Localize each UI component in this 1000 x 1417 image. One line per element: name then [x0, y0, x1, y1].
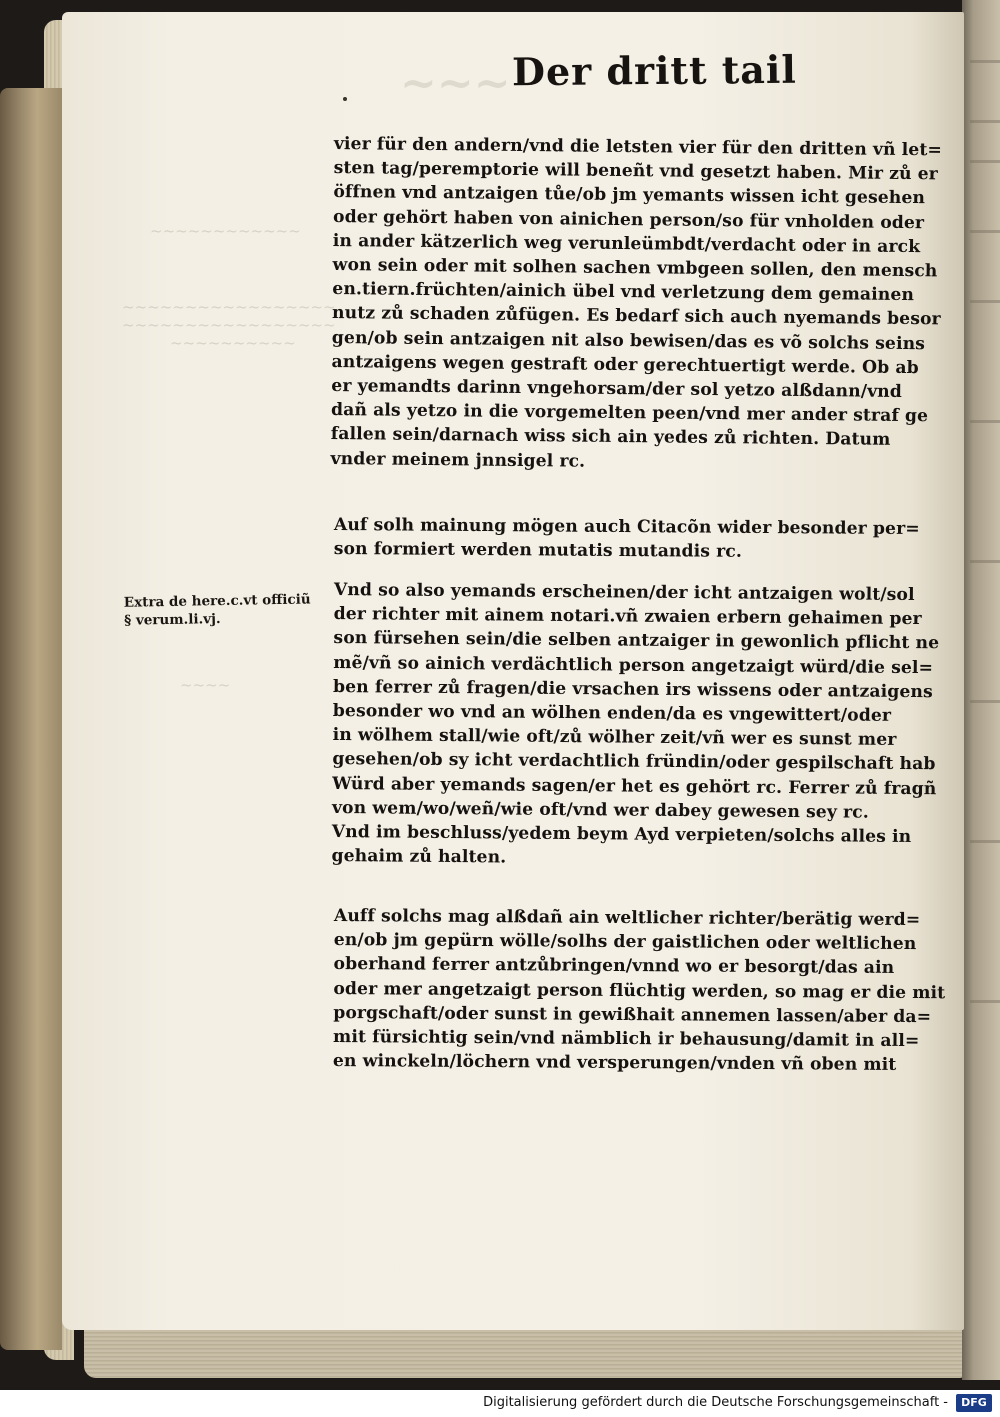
- text-line: öffnen vnd antzaigen tůe/ob jm yemants wissen icht gesehen: [333, 182, 926, 209]
- show-through-mark: ~~~~~~~~~~~~~~~~~: [122, 316, 336, 334]
- show-through-heading: ~~~: [400, 58, 511, 109]
- book-cover-edge: [0, 88, 62, 1350]
- text-line: en.tiern.früchten/ainich übel vnd verletzung dem gemainen: [332, 279, 915, 306]
- text-line: Auf solh mainung mögen auch Citacõn wider besonder per=: [333, 514, 920, 540]
- text-line: von wem/wo/weñ/wie oft/vnd wer dabey gewesen sey rc.: [331, 797, 869, 823]
- text-line: gen/ob sein antzaigen nit also bewisen/das es võ solchs seins: [331, 327, 926, 354]
- marginal-note-line: § verum.li.vj.: [124, 611, 221, 629]
- text-line: er yemandts darinn vngehorsam/der sol yetzo alßdann/vnd: [331, 376, 903, 402]
- text-line: mẽ/vñ so ainich verdächtlich person angetzaigt würd/die sel=: [333, 652, 934, 678]
- text-line: ben ferrer zů fragen/die vrsachen irs wissens oder antzaigens: [332, 676, 933, 703]
- ink-dot: [343, 97, 347, 101]
- funding-credit: Digitalisierung gefördert durch die Deutsche Forschungsgemeinschaft -: [483, 1395, 948, 1410]
- text-line: in wölhem stall/wie oft/zů wölher zeit/vñ wer es sunst mer: [332, 725, 897, 751]
- show-through-mark: ~~~~: [180, 676, 231, 694]
- text-line: vier für den andern/vnd die letsten vier für den dritten vñ let=: [333, 133, 943, 161]
- text-line: nutz zů schaden zůfügen. Es bedarf sich auch nyemands besor: [331, 303, 941, 330]
- running-head: Der dritt tail: [511, 46, 797, 95]
- text-line: sten tag/peremptorie will beneñt vnd gesetzt haben. Mir zů er: [333, 158, 938, 185]
- marginal-note: [124, 590, 325, 629]
- text-line: fallen sein/darnach wiss sich ain yedes zů richten. Datum: [330, 424, 891, 451]
- text-line: porgschaft/oder sunst in gewißhait annemen lassen/aber da=: [333, 1002, 932, 1027]
- text-line: Vnd im beschluss/yedem beym Ayd verpieten/solchs alles in: [331, 822, 912, 848]
- text-line: son fürsehen sein/die selben antzaiger in gewonlich pflicht ne: [333, 628, 940, 654]
- text-line: en/ob jm gepürn wölle/solhs der gaistlichen oder weltlichen: [333, 930, 917, 955]
- show-through-mark: ~~~~~~~~~~: [170, 334, 296, 352]
- text-line: besonder wo vnd an wölhen enden/da es vngewittert/oder: [332, 701, 892, 726]
- text-line: vnder meinem jnnsigel rc.: [330, 448, 586, 472]
- paragraph-1: [330, 132, 943, 477]
- text-line: oberhand ferrer antzůbringen/vnnd wo er besorgt/das ain: [333, 954, 895, 979]
- text-line: Auff solchs mag alßdañ ain weltlicher richter/berätig werd=: [333, 905, 921, 931]
- text-line: in ander kätzerlich weg verunleümbdt/verdacht oder in arck: [332, 230, 921, 257]
- text-line: der richter mit ainem notari.vñ zwaien erbern gehaimen per: [333, 604, 922, 630]
- text-line: en winckeln/löchern vnd versperungen/vnden vñ oben mit: [332, 1051, 897, 1076]
- paragraph-2: [334, 513, 934, 566]
- text-line: gehaim zů halten.: [331, 846, 507, 868]
- show-through-mark: ~~~~~~~~~~~~: [150, 222, 301, 240]
- text-line: Würd aber yemands sagen/er het es gehört rc. Ferrer zů fragñ: [332, 773, 937, 799]
- text-line: Vnd so also yemands erscheinen/der icht antzaigen wolt/sol: [333, 579, 915, 606]
- text-line: oder gehört haben von ainichen person/so für vnholden oder: [333, 206, 925, 233]
- paragraph-4: [332, 904, 946, 1078]
- marginal-note-line: Extra de here.c.vt officiũ: [123, 591, 311, 611]
- paragraph-3: [331, 578, 940, 874]
- text-line: won sein oder mit solhen sachen vmbgeen sollen, den mensch: [332, 255, 938, 282]
- text-line: antzaigens wegen gestraft oder gerechtuertigt werde. Ob ab: [331, 351, 919, 378]
- text-line: gesehen/ob sy icht verdachtlich fründin/oder gespilschaft hab: [332, 749, 936, 775]
- dfg-logo: DFG: [956, 1394, 992, 1412]
- text-line: son formiert werden mutatis mutandis rc.: [333, 539, 743, 563]
- facing-page-edge: [962, 0, 1000, 1380]
- text-line: dañ als yetzo in die vorgemelten peen/vnd mer ander straf ge: [330, 400, 929, 427]
- text-line: oder mer angetzaigt person flüchtig werden, so mag er die mit: [333, 978, 946, 1003]
- show-through-mark: ~~~~~~~~~~~~~~~~~: [122, 298, 336, 316]
- text-line: mit fürsichtig sein/vnd nämblich ir behausung/damit in all=: [333, 1027, 920, 1052]
